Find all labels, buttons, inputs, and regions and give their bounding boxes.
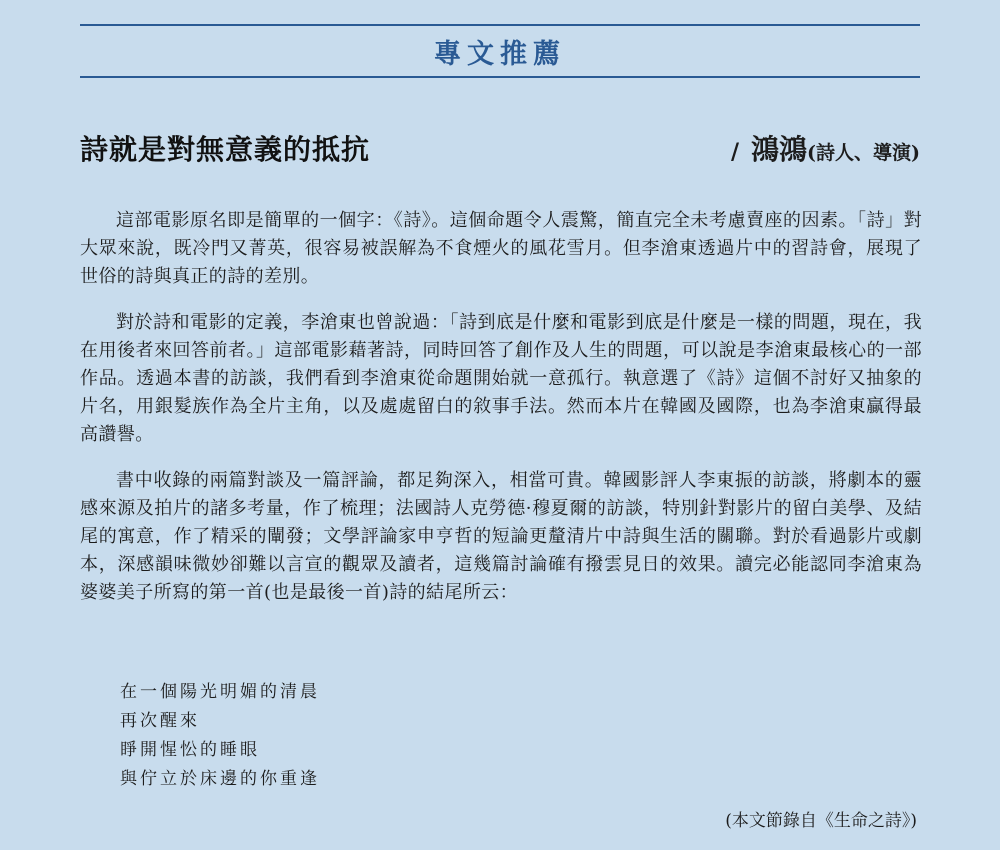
- byline: [731, 128, 920, 168]
- byline-slash: /: [730, 139, 739, 165]
- article-body: [80, 207, 922, 625]
- source-note: (本文節錄自《生命之詩》): [725, 811, 917, 831]
- author-role: (詩人、導演): [807, 142, 920, 164]
- paragraph: 書中收錄的兩篇對談及一篇評論，都足夠深入，相當可貴。韓國影評人李東振的訪談，將劇本的靈感來源及拍片的諸多考量，作了梳理；法國詩人克勞德·穆夏爾的訪談，特別針對影片的留白美學、及結尾的寓意，作了精采的闡發；文學評論家申亨哲的短論更釐清片中詩與生活的關聯。對於看過影片或劇本，深感韻味微妙卻難以言宣的觀眾及讀者，這幾篇討論確有撥雲見日的效果。讀完必能認同李滄東為婆婆美子所寫的第一首(也是最後一首)詩的結尾所云：: [80, 470, 922, 603]
- author-name: 鴻鴻: [751, 133, 808, 166]
- poem-quote: [120, 678, 320, 794]
- poem-line: 與佇立於床邊的你重逢: [120, 769, 320, 789]
- article-heading: [80, 128, 920, 168]
- paragraph: 這部電影原名即是簡單的一個字：《詩》。這個命題令人震驚，簡直完全未考慮賣座的因素。「詩」對大眾來說，既冷門又菁英，很容易被誤解為不食煙火的風花雪月。但李滄東透過片中的習詩會，展現了世俗的詩與真正的詩的差別。: [80, 210, 922, 287]
- section-banner: [80, 24, 920, 78]
- section-title: 專文推薦: [434, 38, 566, 70]
- poem-line: 再次醒來: [120, 711, 200, 731]
- article-title: 詩就是對無意義的抵抗: [80, 133, 371, 166]
- poem-line: 在一個陽光明媚的清晨: [120, 682, 320, 702]
- poem-line: 睜開惺忪的睡眼: [120, 740, 260, 760]
- paragraph: 對於詩和電影的定義，李滄東也曾說過：「詩到底是什麼和電影到底是什麼是一樣的問題，現在，我在用後者來回答前者。」這部電影藉著詩，同時回答了創作及人生的問題，可以說是李滄東最核心的一部作品。透過本書的訪談，我們看到李滄東從命題開始就一意孤行。執意選了《詩》這個不討好又抽象的片名，用銀髮族作為全片主角，以及處處留白的敘事手法。然而本片在韓國及國際，也為李滄東贏得最高讚譽。: [80, 312, 922, 445]
